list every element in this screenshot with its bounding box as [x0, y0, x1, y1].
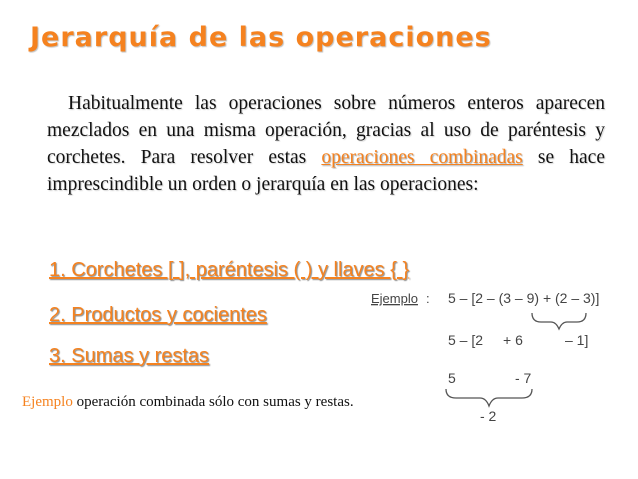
rule-products: 2. Productos y cocientes: [49, 304, 267, 326]
example-step-3-b: - 7: [515, 370, 532, 386]
example-note-word: Ejemplo: [22, 394, 73, 410]
combined-operations-link[interactable]: operaciones combinadas: [321, 147, 523, 168]
example-step-1: 5 – [2 – (3 – 9) + (2 – 3)]: [448, 290, 600, 306]
slide-title: Jerarquía de las operaciones: [30, 22, 492, 53]
example-figure: [360, 282, 620, 432]
rule-brackets: 1. Corchetes [ ], paréntesis ( ) y llaves { }: [49, 259, 410, 281]
paragraph-text-after: se hace imprescindible un orden o jerarquía en las operaciones:: [47, 147, 605, 195]
example-label-colon: :: [426, 291, 430, 306]
example-step-3-a: 5: [448, 370, 456, 386]
example-note-text: operación combinada sólo con sumas y restas.: [72, 394, 354, 410]
brace-step-1: [532, 313, 586, 329]
paragraph-text-before: Habitualmente las operaciones sobre números enteros aparecen mezclados en una misma operación, gracias al uso de paréntesis y corchetes. Para resolver estas: [47, 93, 605, 168]
example-result: - 2: [480, 408, 497, 424]
example-step-2-a: 5 – [2: [448, 332, 484, 348]
example-step-2-c: – 1]: [565, 332, 589, 348]
brace-step-3: [446, 389, 532, 406]
example-step-2-b: + 6: [503, 332, 523, 348]
rule-sums: 3. Sumas y restas: [49, 345, 210, 367]
intro-paragraph: [47, 90, 605, 198]
example-note: [22, 394, 354, 411]
example-label: Ejemplo: [371, 291, 418, 306]
